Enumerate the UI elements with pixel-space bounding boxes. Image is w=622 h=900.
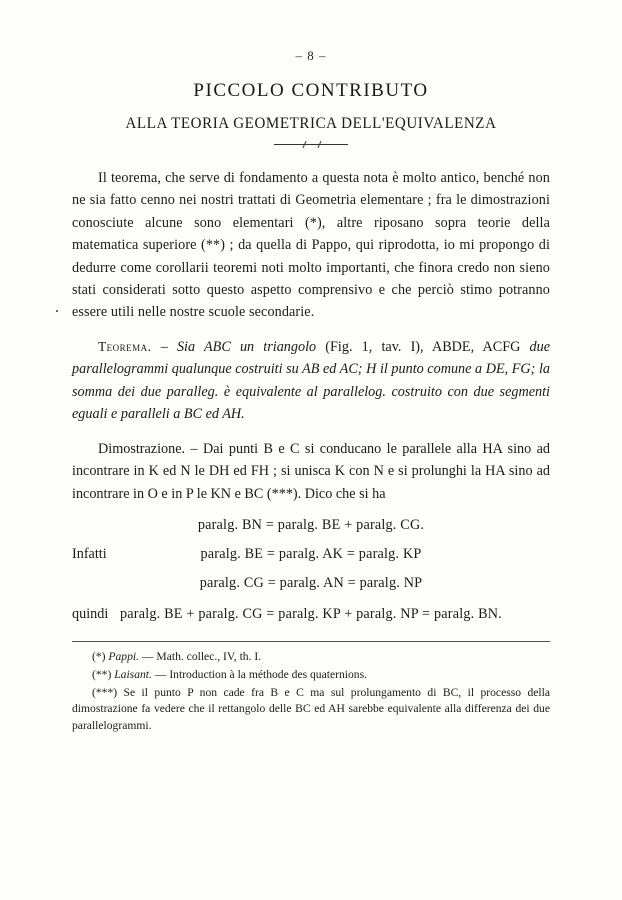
ornament-divider [274, 141, 348, 149]
footnote-2-marker: (**) [92, 667, 115, 681]
intro-paragraph: Il teorema, che serve di fondamento a questa nota è molto antico, benché non ne sia fatto cenno nei nostri trattati di Geometria elementare ; fra le dimostrazioni conosciute alcune sono elementari (*), altre riposano sopra teorie della matematica superiore (**) ; da quella di Pappo, qui riprodotta, io mi propongo di dedurre come corollarii teoremi noti molto importanti, che finora credo non sieno stati considerati sotto questo aspetto comprensivo e che perciò stimo potranno essere utili nelle nostre scuole secondarie. [72, 169, 550, 321]
page-number: – 8 – [295, 48, 327, 63]
theorem-text-2: (Fig. 1, tav. I), ABDE, ACFG [316, 338, 530, 355]
theorem-text-3: due parallelogrammi qualunque costruiti su AB ed AC; H il punto comune a DE, FG; la somma dei due paralleg. è equivalente al parallelog. costruito con due segmenti eguali e paralleli a BC ed AH. [72, 338, 551, 423]
footnote-1-text: — Math. collec., IV, th. I. [139, 649, 262, 663]
footnote-1-marker: (*) [92, 649, 109, 663]
theorem-text-1: Sia ABC un triangolo [176, 338, 317, 355]
equation-group-2 [72, 546, 550, 563]
equation-1: paralg. BN = paralg. BE + paralg. CG. [197, 516, 425, 533]
equation-3: paralg. CG = paralg. AN = paralg. NP [199, 574, 423, 591]
footnote-3 [72, 685, 550, 735]
lead-word-infatti: Infatti [72, 545, 107, 562]
footnotes [72, 649, 550, 735]
page-title: PICCOLO CONTRIBUTO [193, 80, 429, 101]
proof-label: Dimostrazione. [98, 440, 186, 457]
proof-paragraph [72, 438, 550, 505]
page-subtitle: ALLA TEORIA GEOMETRICA DELL'EQUIVALENZA [125, 114, 497, 132]
proof-text: Dai punti B e C si conducano le parallele alla HA sino ad incontrare in K ed N le DH ed FH ; si unisca K con N e si prolunghi la HA sino ad incontrare in O e in P le KN e BC (***). Dico che si ha [72, 440, 551, 502]
footnote-2-author: Laisant. [114, 667, 152, 681]
margin-dot [56, 310, 58, 312]
footnote-1-author: Pappi. [108, 649, 140, 663]
theorem-paragraph [72, 336, 550, 426]
footnote-3-text: Se il punto P non cade fra B e C ma sul prolungamento di BC, il processo della dimostrazione fa vedere che il rettangolo delle BC ed AH sarebbe equivalente alla differenza dei due parallelogrammi. [72, 685, 550, 733]
equation-2: paralg. BE = paralg. AK = paralg. KP [200, 545, 422, 562]
footnote-3-marker: (***) [92, 685, 124, 699]
equation-group-4 [72, 606, 550, 623]
lead-word-quindi: quindi [72, 605, 109, 622]
footnote-2-text: — Introduction à la méthode des quaternions. [151, 667, 367, 681]
proof-dash: – [185, 440, 203, 457]
footnote-divider [72, 641, 550, 642]
footnote-2 [72, 667, 550, 684]
theorem-dash: – [151, 338, 177, 355]
footnote-1 [72, 649, 550, 666]
theorem-label: Teorema. [98, 338, 152, 354]
equation-4: paralg. BE + paralg. CG = paralg. KP + paralg. NP = paralg. BN. [119, 605, 502, 622]
